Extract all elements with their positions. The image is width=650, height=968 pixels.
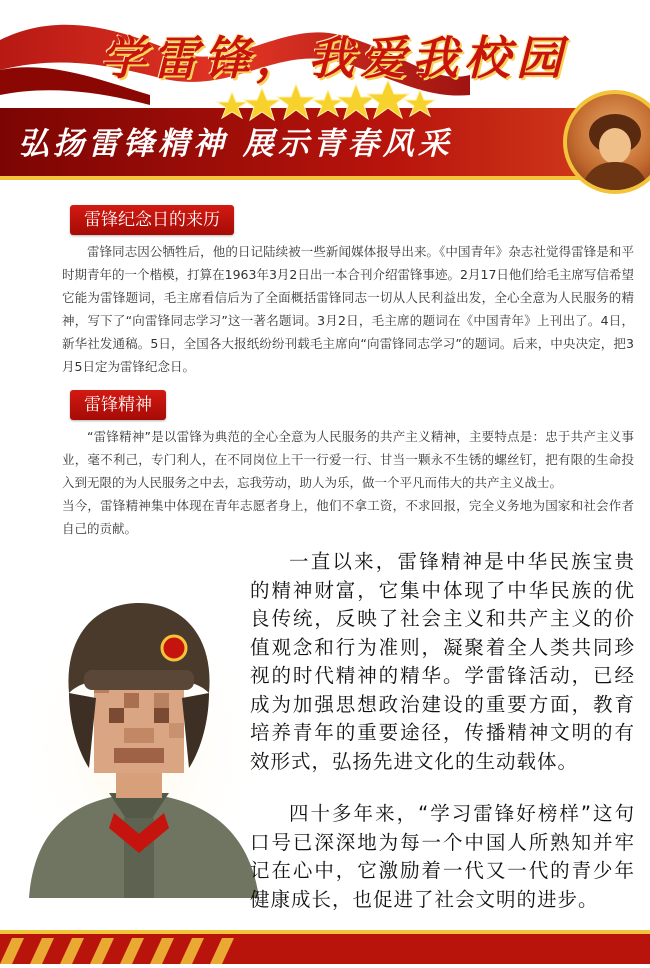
- footer-band: [0, 930, 650, 964]
- origin-paragraph: [62, 240, 634, 378]
- spirit-text-2: 当今，雷锋精神集中体现在青年志愿者身上，他们不拿工资，不求回报，完全义务地为国家和社会作者自己的贡献。: [62, 498, 634, 536]
- footer-decoration: [0, 930, 650, 964]
- soldier-portrait: [14, 578, 264, 898]
- spirit-text-1: “雷锋精神”是以雷锋为典范的全心全意为人民服务的共产主义精神，主要特点是：忠于共产主义事业，毫不利己，专门利人，在不同岗位上干一行爱一行、甘当一颗永不生锈的螺丝钉，把有限的生命投入到无限的为人民服务之中去，忘我劳动，助人为乐，做一个平凡而伟大的共产主义战士。: [62, 429, 634, 490]
- main-text-2: 四十多年来，“学习雷锋好榜样”这句口号已深深地为每一个中国人所熟知并牢记在心中，它激励着一代又一代的青少年健康成长，也促进了社会文明的进步。: [250, 802, 635, 911]
- header-banner: [0, 0, 650, 200]
- main-paragraph-2: [250, 800, 635, 914]
- banner-slogan: 弘扬雷锋精神 展示青春风采: [18, 126, 453, 162]
- main-text-1: 一直以来，雷锋精神是中华民族宝贵的精神财富，它集中体现了中华民族的优良传统，反映了社会主义和共产主义的价值观念和行为准则，凝聚着全人类共同珍视的时代精神的精华。学雷锋活动，已经成为加强思想政治建设的重要方面，教育培养青年的重要途径，传播精神文明的有效形式，弘扬先进文化的生动载体。: [250, 550, 635, 773]
- spirit-paragraph: [62, 425, 634, 540]
- section-heading-spirit: 雷锋精神: [70, 390, 166, 420]
- origin-text: 雷锋同志因公牺牲后，他的日记陆续被一些新闻媒体报导出来。《中国青年》杂志社觉得雷锋是和平时期青年的一个楷模，打算在1963年3月2日出一本合刊介绍雷锋事迹。2月17日他们给毛主席写信希望它能为雷锋题词，毛主席看信后为了全面概括雷锋同志一切从人民利益出发，全心全意为人民服务的精神，写下了“向雷锋同志学习”这一著名题词。3月2日，毛主席的题词在《中国青年》上刊出了。4日，新华社发通稿。5日，全国各大报纸纷纷刊载毛主席向“向雷锋同志学习”的题词。后来，中央决定，把3月5日定为雷锋纪念日。: [62, 244, 634, 374]
- face-pixelated: [94, 678, 184, 773]
- soldier-figure: [14, 578, 264, 898]
- section-heading-origin: 雷锋纪念日的来历: [70, 205, 234, 235]
- banner-title: 学雷锋，我爱我校园: [100, 31, 568, 85]
- main-paragraph-1: [250, 548, 635, 776]
- portrait-figure: [567, 94, 650, 190]
